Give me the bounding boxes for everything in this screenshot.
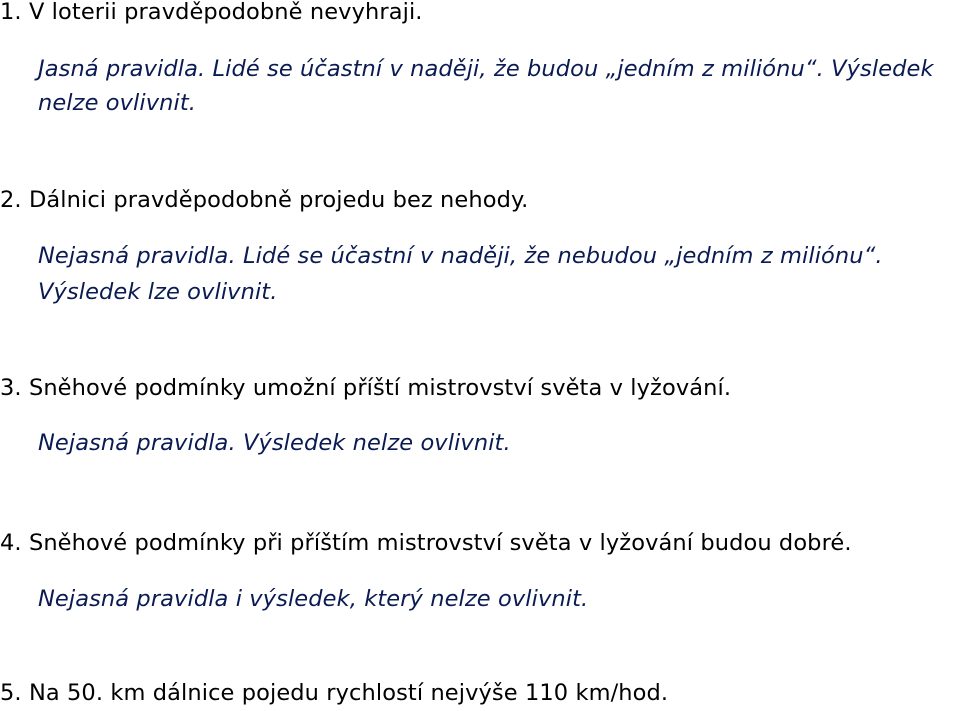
item-3-number: 3. [0, 375, 22, 401]
item-2-note-line-2: Výsledek lze ovlivnit. [38, 279, 278, 305]
item-3-statement-text: Sněhové podmínky umožní příští mistrovství světa v lyžování. [28, 375, 732, 401]
item-2-number: 2. [0, 187, 22, 213]
item-4-statement-text: Sněhové podmínky při příštím mistrovství světa v lyžování budou dobré. [28, 530, 852, 556]
item-1-note-line-1: Jasná pravidla. Lidé se účastní v naději, že budou „jedním z miliónu“. Výsledek [38, 56, 934, 82]
item-1-statement [0, 0, 423, 27]
item-1-number: 1. [0, 0, 22, 25]
item-4-note-line-1: Nejasná pravidla i výsledek, který nelze ovlivnit. [38, 586, 589, 612]
item-1-note-line-2: nelze ovlivnit. [38, 90, 197, 116]
item-5-number: 5. [0, 680, 22, 706]
item-2-statement [0, 185, 528, 215]
item-2-note-line-1: Nejasná pravidla. Lidé se účastní v naději, že nebudou „jedním z miliónu“. [38, 243, 883, 269]
item-5-statement [0, 678, 668, 708]
item-2-statement-text: Dálnici pravděpodobně projedu bez nehody. [28, 187, 529, 213]
item-3-statement [0, 373, 731, 403]
item-4-number: 4. [0, 530, 22, 556]
item-3-note-line-1: Nejasná pravidla. Výsledek nelze ovlivnit. [38, 430, 511, 456]
item-5-statement-text: Na 50. km dálnice pojedu rychlostí nejvýše 110 km/hod. [28, 680, 669, 706]
item-1-statement-text: V loterii pravděpodobně nevyhraji. [28, 0, 423, 25]
item-4-statement [0, 528, 852, 558]
